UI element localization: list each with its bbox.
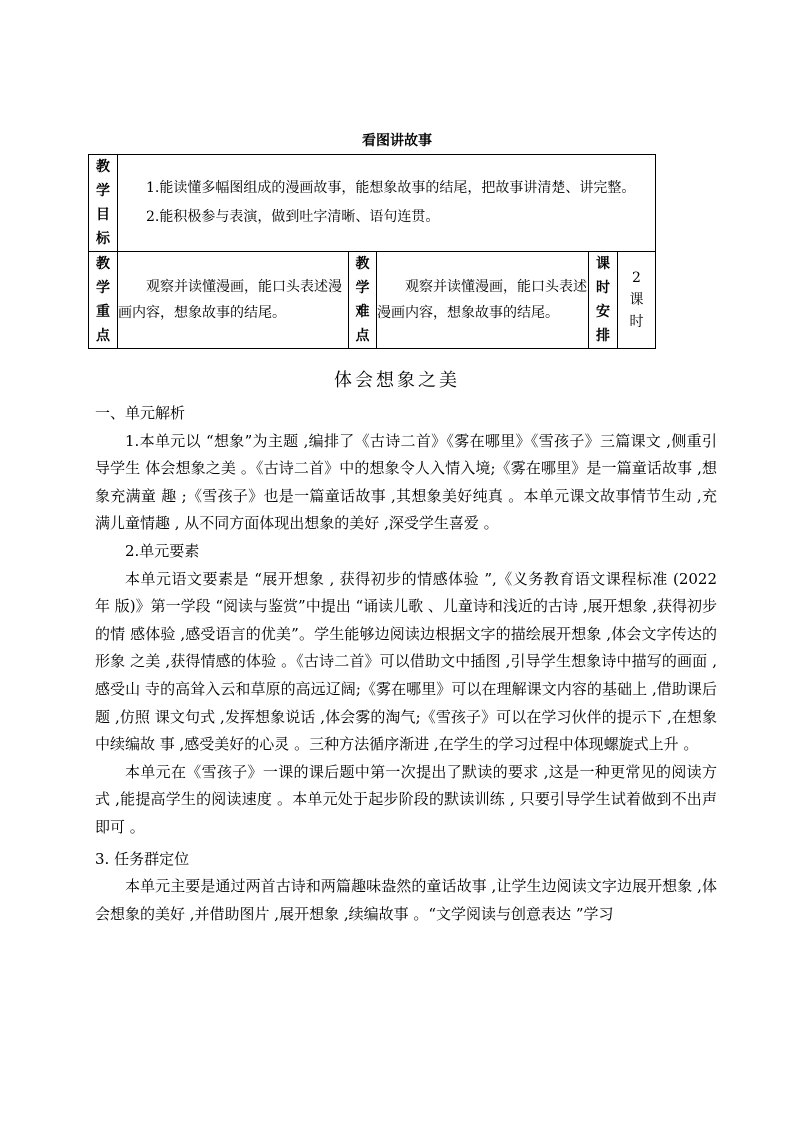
- section-heading-analysis: 一、单元解析: [95, 404, 186, 422]
- paragraph: 1.本单元以 “想象”为主题 ,编排了《古诗二首》《雾在哪里》《雪孩子》三篇课文 ,侧重引导学生 体会想象之美 。《古诗二首》中的想象令人入情入境;《雾在哪里》是一篇童话故事 ,想象充满童 趣 ;《雪孩子》也是一篇童话故事 ,其想象美好纯真 。本单元课文故事情节生动 ,充满儿童情趣 , 从不同方面体现出想象的美好 ,深受学生喜爱 。: [95, 431, 717, 533]
- difficulty-cell: 观察并读懂漫画，能口头表述漫画内容，想象故事的结尾。: [377, 252, 589, 349]
- section-heading-tasks: 3. 任务群定位: [95, 849, 190, 868]
- goals-cell: [118, 155, 656, 252]
- key-points-cell: 观察并读懂漫画，能口头表述漫画内容，想象故事的结尾。: [118, 252, 349, 349]
- key-points-header: 教 学 重 点: [89, 252, 118, 349]
- goal-item: 2.能积极参与表演，做到吐字清晰、语句连贯。: [146, 209, 440, 225]
- unit-analysis-content: [95, 400, 717, 928]
- goals-header: 教 学 目 标: [89, 155, 118, 252]
- lesson-plan-table: [88, 154, 656, 349]
- difficulty-header: 教 学 难 点: [349, 252, 377, 349]
- goal-item: 1.能读懂多幅图组成的漫画故事，能想象故事的结尾，把故事讲清楚、讲完整。: [146, 180, 636, 196]
- section-heading-elements: 2.单元要素: [125, 541, 200, 560]
- schedule-header: 课 时 安 排: [589, 252, 618, 349]
- schedule-hours-cell: 2 课 时: [618, 252, 656, 349]
- paragraph: 本单元语文要素是 “展开想象 , 获得初步的情感体验 ”,《义务教育语文课程标准 (2022 年 版)》第一学段 “阅读与鉴赏”中提出 “诵读儿歌 、儿童诗和浅近的古诗 ,展开想象 ,获得初步的情 感体验 ,感受语言的优美”。学生能够边阅读边根据文字的描绘展开想象 ,体会文字传达的形象 之美 ,获得情感的体验 。《古诗二首》可以借助文中插图 ,引导学生想象诗中描写的画面 ,感受山 寺的高耸入云和草原的高远辽阔;《雾在哪里》可以在理解课文内容的基础上 ,借助课后题 ,仿照 课文句式 ,发挥想象说话 ,体会雾的淘气;《雪孩子》可以在学习伙伴的提示下 ,在想象中续编故 事 ,感受美好的心灵 。三种方法循序渐进 ,在学生的学习过程中体现螺旋式上升 。: [95, 569, 718, 754]
- page-title: 看图讲故事: [362, 133, 432, 149]
- key-row: [89, 252, 656, 349]
- paragraph: 本单元主要是通过两首古诗和两篇趣味盎然的童话故事 ,让学生边阅读文字边展开想象 ,体会想象的美好 ,并借助图片 ,展开想象 ,续编故事 。“文学阅读与创意表达 ”学习: [95, 877, 717, 923]
- paragraph: 本单元在《雪孩子》一课的课后题中第一次提出了默读的要求 ,这是一种更常见的阅读方式 ,能提高学生的阅读速度 。本单元处于起步阶段的默读训练 , 只要引导学生试着做到不出声即可 。: [95, 762, 717, 836]
- goals-row: [89, 155, 656, 252]
- unit-title: 体会想象之美: [334, 370, 460, 391]
